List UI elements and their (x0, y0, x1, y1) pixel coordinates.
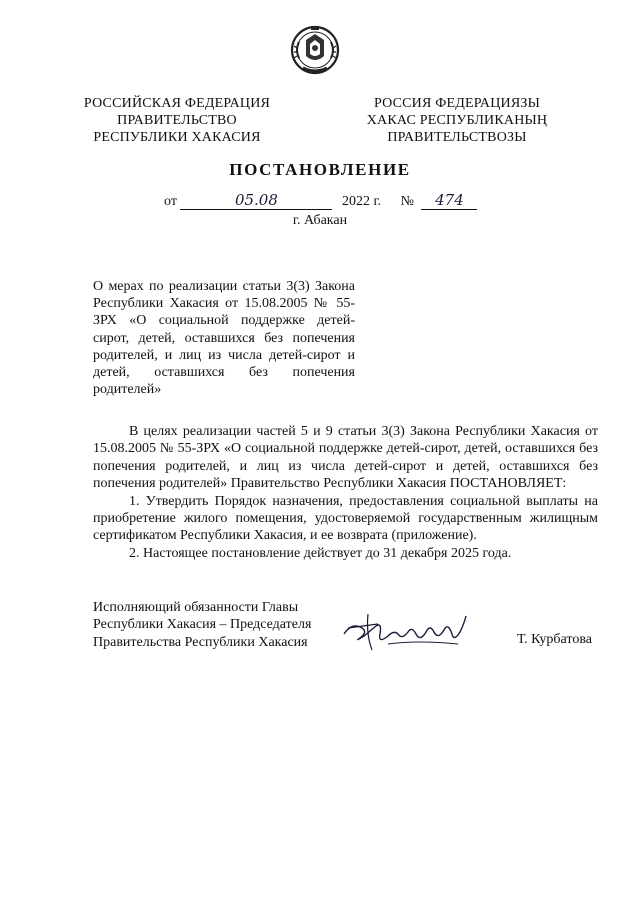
item-2-paragraph: 2. Настоящее постановление действует до 31 декабря 2025 года. (129, 545, 512, 561)
position-line: Правительства Республики Хакасия (93, 634, 308, 650)
handwritten-date: 05.08 (180, 193, 332, 210)
header-right-line: РОССИЯ ФЕДЕРАЦИЯЗЫ (373, 96, 541, 111)
subject-text: О мерах по реализации статьи 3(3) Закона Республики Хакасия от 15.08.2005 № 55-ЗРХ «О социальной поддержке детей-сирот, детей, оставшихся без попечения родителей, и лиц из числа детей-сирот и детей, оставшихся без попечения родителей» (93, 279, 355, 398)
document-title: ПОСТАНОВЛЕНИЕ (229, 160, 411, 179)
header-left-line: ПРАВИТЕЛЬСТВО (117, 113, 237, 128)
coat-of-arms-emblem (289, 22, 341, 78)
year-label: 2022 г. (341, 194, 382, 209)
header-right-khakas (352, 95, 562, 146)
position-line: Республики Хакасия – Председателя (93, 617, 312, 633)
handwritten-signature (338, 604, 478, 656)
header-left-russian (72, 95, 282, 146)
signatory-position (93, 599, 311, 651)
header-right-line: ХАКАС РЕСПУБЛИКАНЫҢ (366, 113, 548, 128)
handwritten-number: 474 (421, 193, 477, 210)
city-label: г. Абакан (292, 213, 348, 228)
header-left-line: РОССИЙСКАЯ ФЕДЕРАЦИЯ (83, 96, 271, 111)
from-label: от (164, 194, 177, 209)
body-text (93, 423, 598, 562)
header-right-line: ПРАВИТЕЛЬСТВОЗЫ (387, 130, 527, 145)
position-line: Исполняющий обязанности Главы (93, 600, 299, 615)
date-number-line (164, 193, 477, 210)
signatory-name: Т. Курбатова (517, 632, 592, 647)
item-1-paragraph: 1. Утвердить Порядок назначения, предоставления социальной выплаты на приобретение жилого помещения, удостоверяемой государственным жилищным сертификатом Республики Хакасия, и ее возврата (приложение). (93, 493, 598, 544)
header-left-line: РЕСПУБЛИКИ ХАКАСИЯ (93, 130, 261, 145)
number-label: № (400, 194, 414, 209)
preamble-paragraph: В целях реализации частей 5 и 9 статьи 3(3) Закона Республики Хакасия от 15.08.2005 № 55-ЗРХ «О социальной поддержке детей-сирот, детей, оставшихся без попечения родителей, и лиц из числа детей-сирот и детей, оставшихся без попечения родителей» Правительство Республики Хакасия ПОСТАНОВЛЯЕТ: (93, 424, 598, 492)
